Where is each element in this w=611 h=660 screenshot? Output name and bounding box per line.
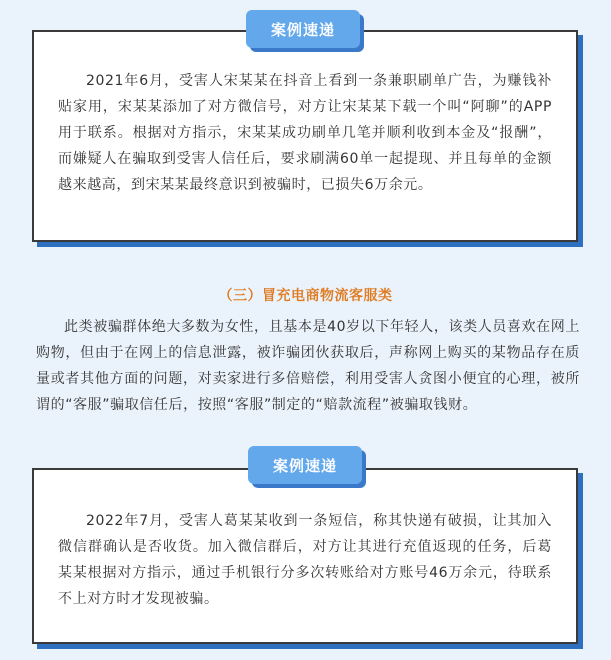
case-2-text: 2022年7月，受害人葛某某收到一条短信，称其快递有破损，让其加入微信群确认是否收货。加入微信群后，对方让其进行充值返现的任务，后葛某某根据对方指示，通过手机银行分多次转账给对方账号46万余元，待联系不上对方时才发现被骗。: [58, 513, 552, 607]
case-box-1: [32, 30, 578, 242]
case-badge-2-label: 案例速递: [272, 456, 337, 475]
case-1-text: 2021年6月，受害人宋某某在抖音上看到一条兼职刷单广告，为赚钱补贴家用，宋某某添加了对方微信号，对方让宋某某下载一个叫“阿聊”的APP用于联系。根据对方指示，宋某某成功刷单几笔并顺利收到本金及“报酬”，而嫌疑人在骗取到受害人信任后，要求刷满60单一起提现、并且每单的金额越来越高，到宋某某最终意识到被骗时，已损失6万余元。: [58, 73, 552, 193]
case-badge-1: [246, 10, 360, 48]
case-box-2: [32, 468, 578, 644]
case-badge-1-label: 案例速递: [270, 20, 335, 39]
section-title: （三）冒充电商物流客服类: [218, 288, 393, 304]
section-body: [36, 314, 580, 418]
section-text: 此类被骗群体绝大多数为女性，且基本是40岁以下年轻人，该类人员喜欢在网上购物，但由于在网上的信息泄露，被诈骗团伙获取后，声称网上购买的某物品存在质量或者其他方面的问题，对卖家进行多倍赔偿，利用受害人贪图小便宜的心理，被所谓的“客服”骗取信任后，按照“客服”制定的“赔款流程”被骗取钱财。: [36, 319, 580, 413]
case-badge-2: [248, 446, 362, 484]
